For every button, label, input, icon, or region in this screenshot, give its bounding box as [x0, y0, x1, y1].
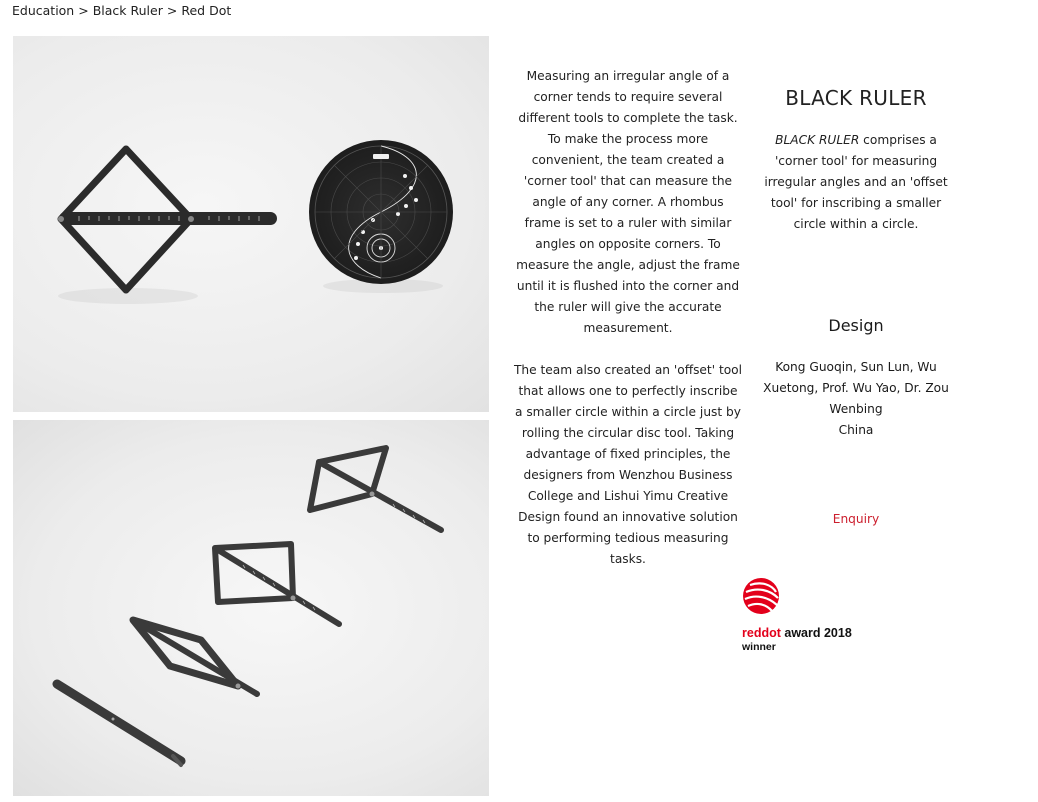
product-title: BLACK RULER [785, 86, 927, 110]
description-paragraph-2: The team also created an 'offset' tool that allows one to perfectly inscribe a smaller circle within a circle just by rolling the circular disc tool. Taking advantage of fixed principles, the designers from Wenzhou Business College and Lishui Yimu Creative Design found an innovative solution to performing tedious measuring tasks. [513, 363, 743, 566]
award-year: award 2018 [780, 626, 852, 640]
product-summary-name: BLACK RULER [775, 133, 860, 147]
product-info [755, 86, 957, 235]
product-summary-text: comprises a 'corner tool' for measuring irregular angles and an 'offset tool' for inscribing a smaller circle within a circle. [764, 133, 948, 231]
breadcrumb-separator: > [166, 3, 178, 18]
designers-block [755, 357, 957, 441]
designer-country: China [838, 423, 874, 437]
product-photo-ruler-steps[interactable] [13, 420, 489, 796]
product-description [513, 66, 743, 591]
breadcrumb-separator: > [78, 3, 89, 18]
product-summary [755, 130, 957, 235]
breadcrumb-education[interactable]: Education [12, 3, 75, 18]
award-dot: dot [761, 626, 781, 640]
description-paragraph-1: Measuring an irregular angle of a corner tends to require several different tools to complete the task. To make the process more convenient, the team created a 'corner tool' that can measure the angle of any corner. A rhombus frame is set to a ruler with similar angles on opposite corners. To measure the angle, adjust the frame until it is flushed into the corner and the ruler will give the accurate measurement. [516, 69, 740, 335]
red-dot-icon [742, 576, 782, 616]
designer-names: Kong Guoqin, Sun Lun, Wu Xuetong, Prof. Wu Yao, Dr. Zou Wenbing [763, 360, 949, 416]
product-photo-corner-tool-and-disc[interactable] [13, 36, 489, 412]
design-heading: Design [828, 316, 884, 335]
enquiry-link[interactable]: Enquiry [832, 512, 880, 526]
ruler-steps-illustration [13, 420, 489, 796]
award-label [742, 626, 852, 640]
breadcrumb [12, 3, 231, 18]
award-winner: winner [742, 641, 776, 653]
breadcrumb-black-ruler[interactable]: Black Ruler [92, 3, 163, 18]
award-red: red [742, 626, 762, 640]
ruler-and-disc-illustration [13, 36, 489, 412]
breadcrumb-red-dot: Red Dot [181, 3, 232, 18]
red-dot-award-logo [742, 576, 872, 656]
